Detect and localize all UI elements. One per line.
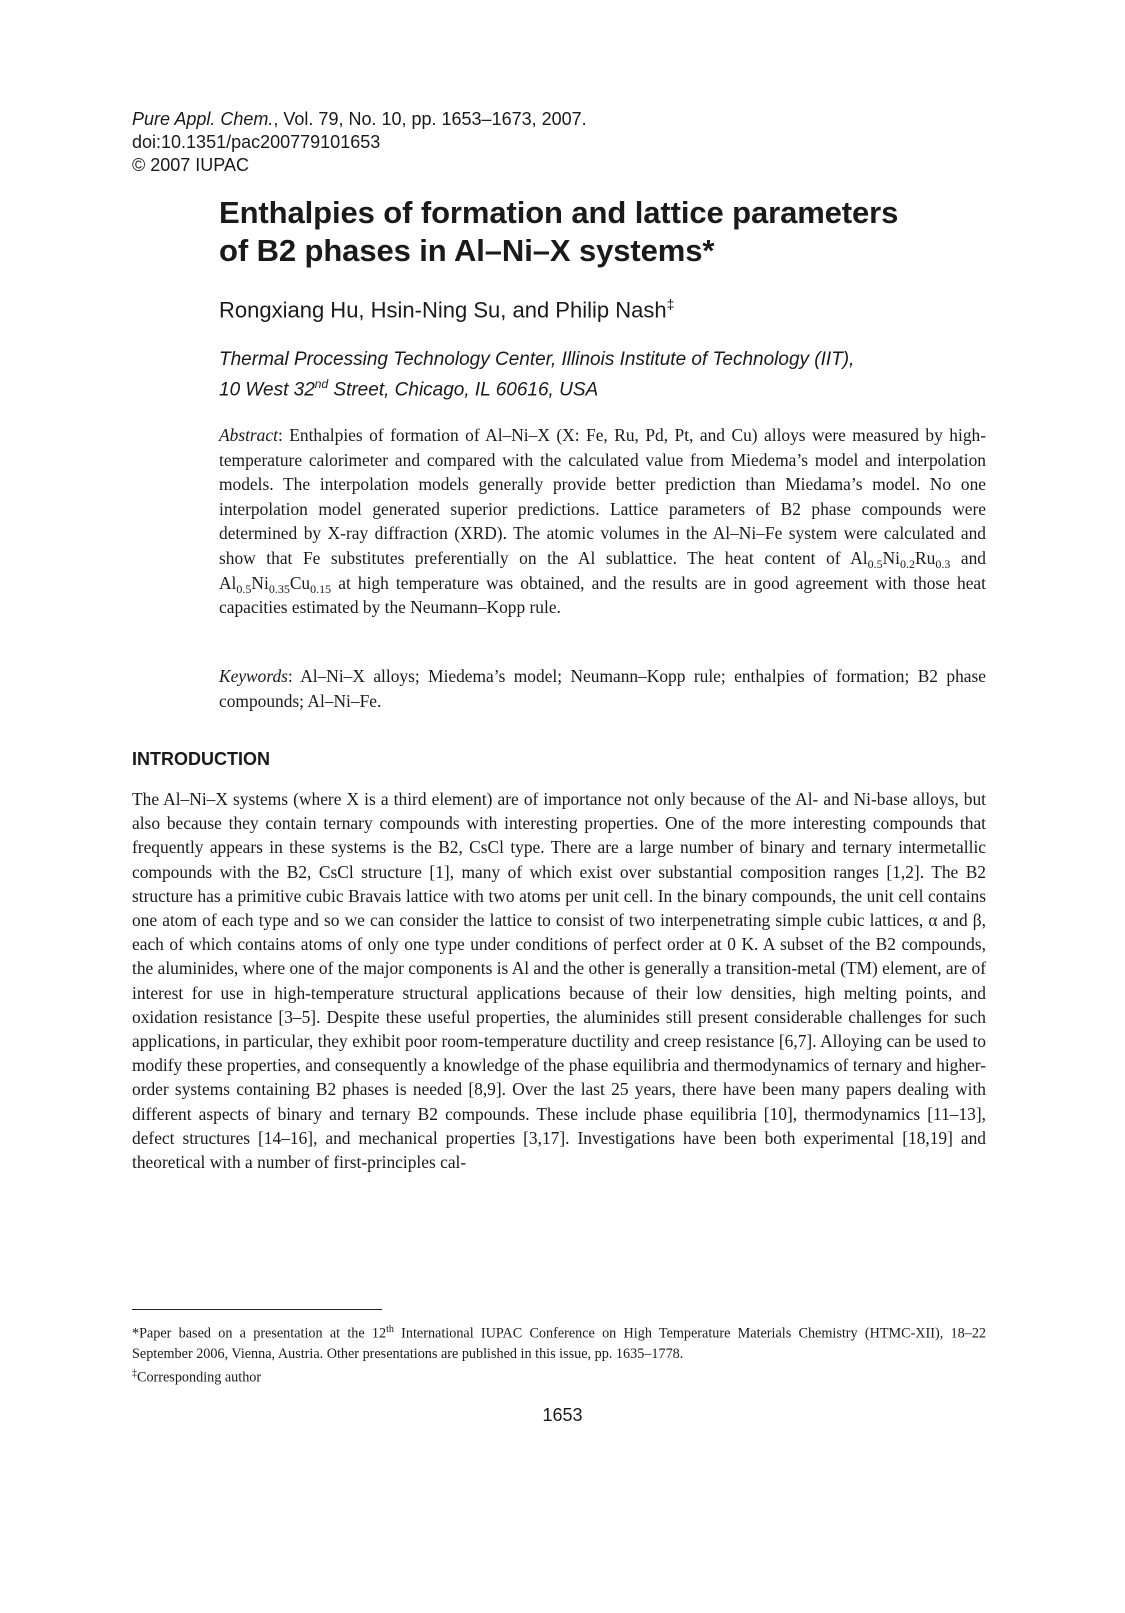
keywords xyxy=(219,664,986,713)
title-line-2: of B2 phases in Al–Ni–X systems* xyxy=(219,233,715,268)
abstract-text-end: at high temperature was obtained, and the results are in good agreement with those heat capacities estimated by the Neumann–Kopp rule. xyxy=(219,572,986,618)
affiliation-ordinal: nd xyxy=(314,377,329,391)
affiliation xyxy=(219,347,854,402)
copyright-line: © 2007 IUPAC xyxy=(132,155,249,175)
citation-rest: , Vol. 79, No. 10, pp. 1653–1673, 2007. xyxy=(273,109,587,129)
author-list xyxy=(219,296,674,323)
abstract-label: Abstract xyxy=(219,425,278,445)
doi-line: doi:10.1351/pac200779101653 xyxy=(132,132,381,152)
journal-header xyxy=(132,108,587,177)
footnote-mark: ‡ xyxy=(132,1367,137,1379)
affiliation-line-1: Thermal Processing Technology Center, Illinois Institute of Technology (IIT), xyxy=(219,349,855,370)
affiliation-street-post: Street, Chicago, IL 60616, USA xyxy=(328,379,599,401)
corresponding-mark: ‡ xyxy=(666,296,675,312)
abstract-and: and xyxy=(950,547,986,568)
paper-title xyxy=(219,194,1019,270)
introduction-paragraph: The Al–Ni–X systems (where X is a third element) are of importance not only because of the Al- and Ni-base alloys, but also because they contain ternary compounds with interesting properties. One of the more interesting compounds that frequently appears in these systems is the B2, CsCl type. There are a large number of binary and ternary intermetallic compounds with the B2, CsCl structure [1], many of which exist over substantial composition ranges [1,2]. The B2 structure has a primitive cubic Bravais lattice with two atoms per unit cell. In the binary compounds, the unit cell contains one atom of each type and so we can consider the lattice to consist of two interpenetrating simple cubic lattices, α and β, each of which contains atoms of only one type under conditions of perfect order at 0 K. A subset of the B2 compounds, the aluminides, where one of the major components is Al and the other is generally a transition-metal (TM) element, are of interest for use in high-temperature structural applications because of their low densities, high melting points, and oxidation resistance [3–5]. Despite these useful properties, the aluminides still present considerable challenges for such applications, in particular, they exhibit poor room-temperature ductility and creep resistance [6,7]. Alloying can be used to modify these properties, and consequently a knowledge of the phase equilibria and thermodynamics of ternary and higher-order systems containing B2 phases is needed [8,9]. Over the last 25 years, there have been many papers dealing with different aspects of binary and ternary B2 compounds. These include phase equilibria [10], thermodynamics [11–13], defect structures [14–16], and mechanical properties [3,17]. Investigations have been both experimental [18,19] and theoretical with a number of first-principles cal- xyxy=(132,789,986,1173)
formula-al-ni-ru: $Al_{0.5}Ni_{0.2}Ru_{0.3}$ xyxy=(850,547,951,571)
abstract-text: : Enthalpies of formation of Al–Ni–X (X: Fe, Ru, Pd, Pt, and Cu) alloys were measured by high-temperature calorimeter and compared with the calculated value from Miedema’s model and interpolation models. The interpolation models generally provide better prediction than Miedama’s model. No one interpolation model generated superior predictions. Lattice parameters of B2 phase compounds were determined by X-ray diffraction (XRD). The atomic volumes in the Al–Ni–Fe system were calculated and show that Fe substitutes preferentially on the Al sublattice. The heat content of xyxy=(219,425,986,568)
keywords-label: Keywords xyxy=(219,666,288,686)
formula-al-ni-cu: $Al_{0.5}Ni_{0.35}Cu_{0.15}$ xyxy=(219,572,332,596)
footnote-2: ‡Corresponding author xyxy=(132,1367,262,1386)
affiliation-line-2 xyxy=(219,372,854,402)
footnotes xyxy=(132,1320,986,1387)
keywords-text: : Al–Ni–X alloys; Miedema’s model; Neumann–Kopp rule; enthalpies of formation; B2 phase compounds; Al–Ni–Fe. xyxy=(219,666,986,711)
footnote-divider xyxy=(132,1309,382,1310)
abstract xyxy=(219,423,986,620)
section-heading-introduction: INTRODUCTION xyxy=(132,749,270,769)
affiliation-street-pre: 10 West 32 xyxy=(219,379,315,401)
citation-line xyxy=(132,108,587,131)
page-number: 1653 xyxy=(542,1405,583,1425)
title-line-1: Enthalpies of formation and lattice parameters xyxy=(219,195,899,230)
author-names: Rongxiang Hu, Hsin-Ning Su, and Philip Nash xyxy=(219,297,667,323)
footnote-1: *Paper based on a presentation at the 12th International IUPAC Conference on High Temperature Materials Chemistry (HTMC-XII), 18–22 September 2006, Vienna, Austria. Other presentations are published in this issue, pp. 1635–1778. xyxy=(132,1324,987,1362)
journal-name: Pure Appl. Chem. xyxy=(132,109,274,129)
